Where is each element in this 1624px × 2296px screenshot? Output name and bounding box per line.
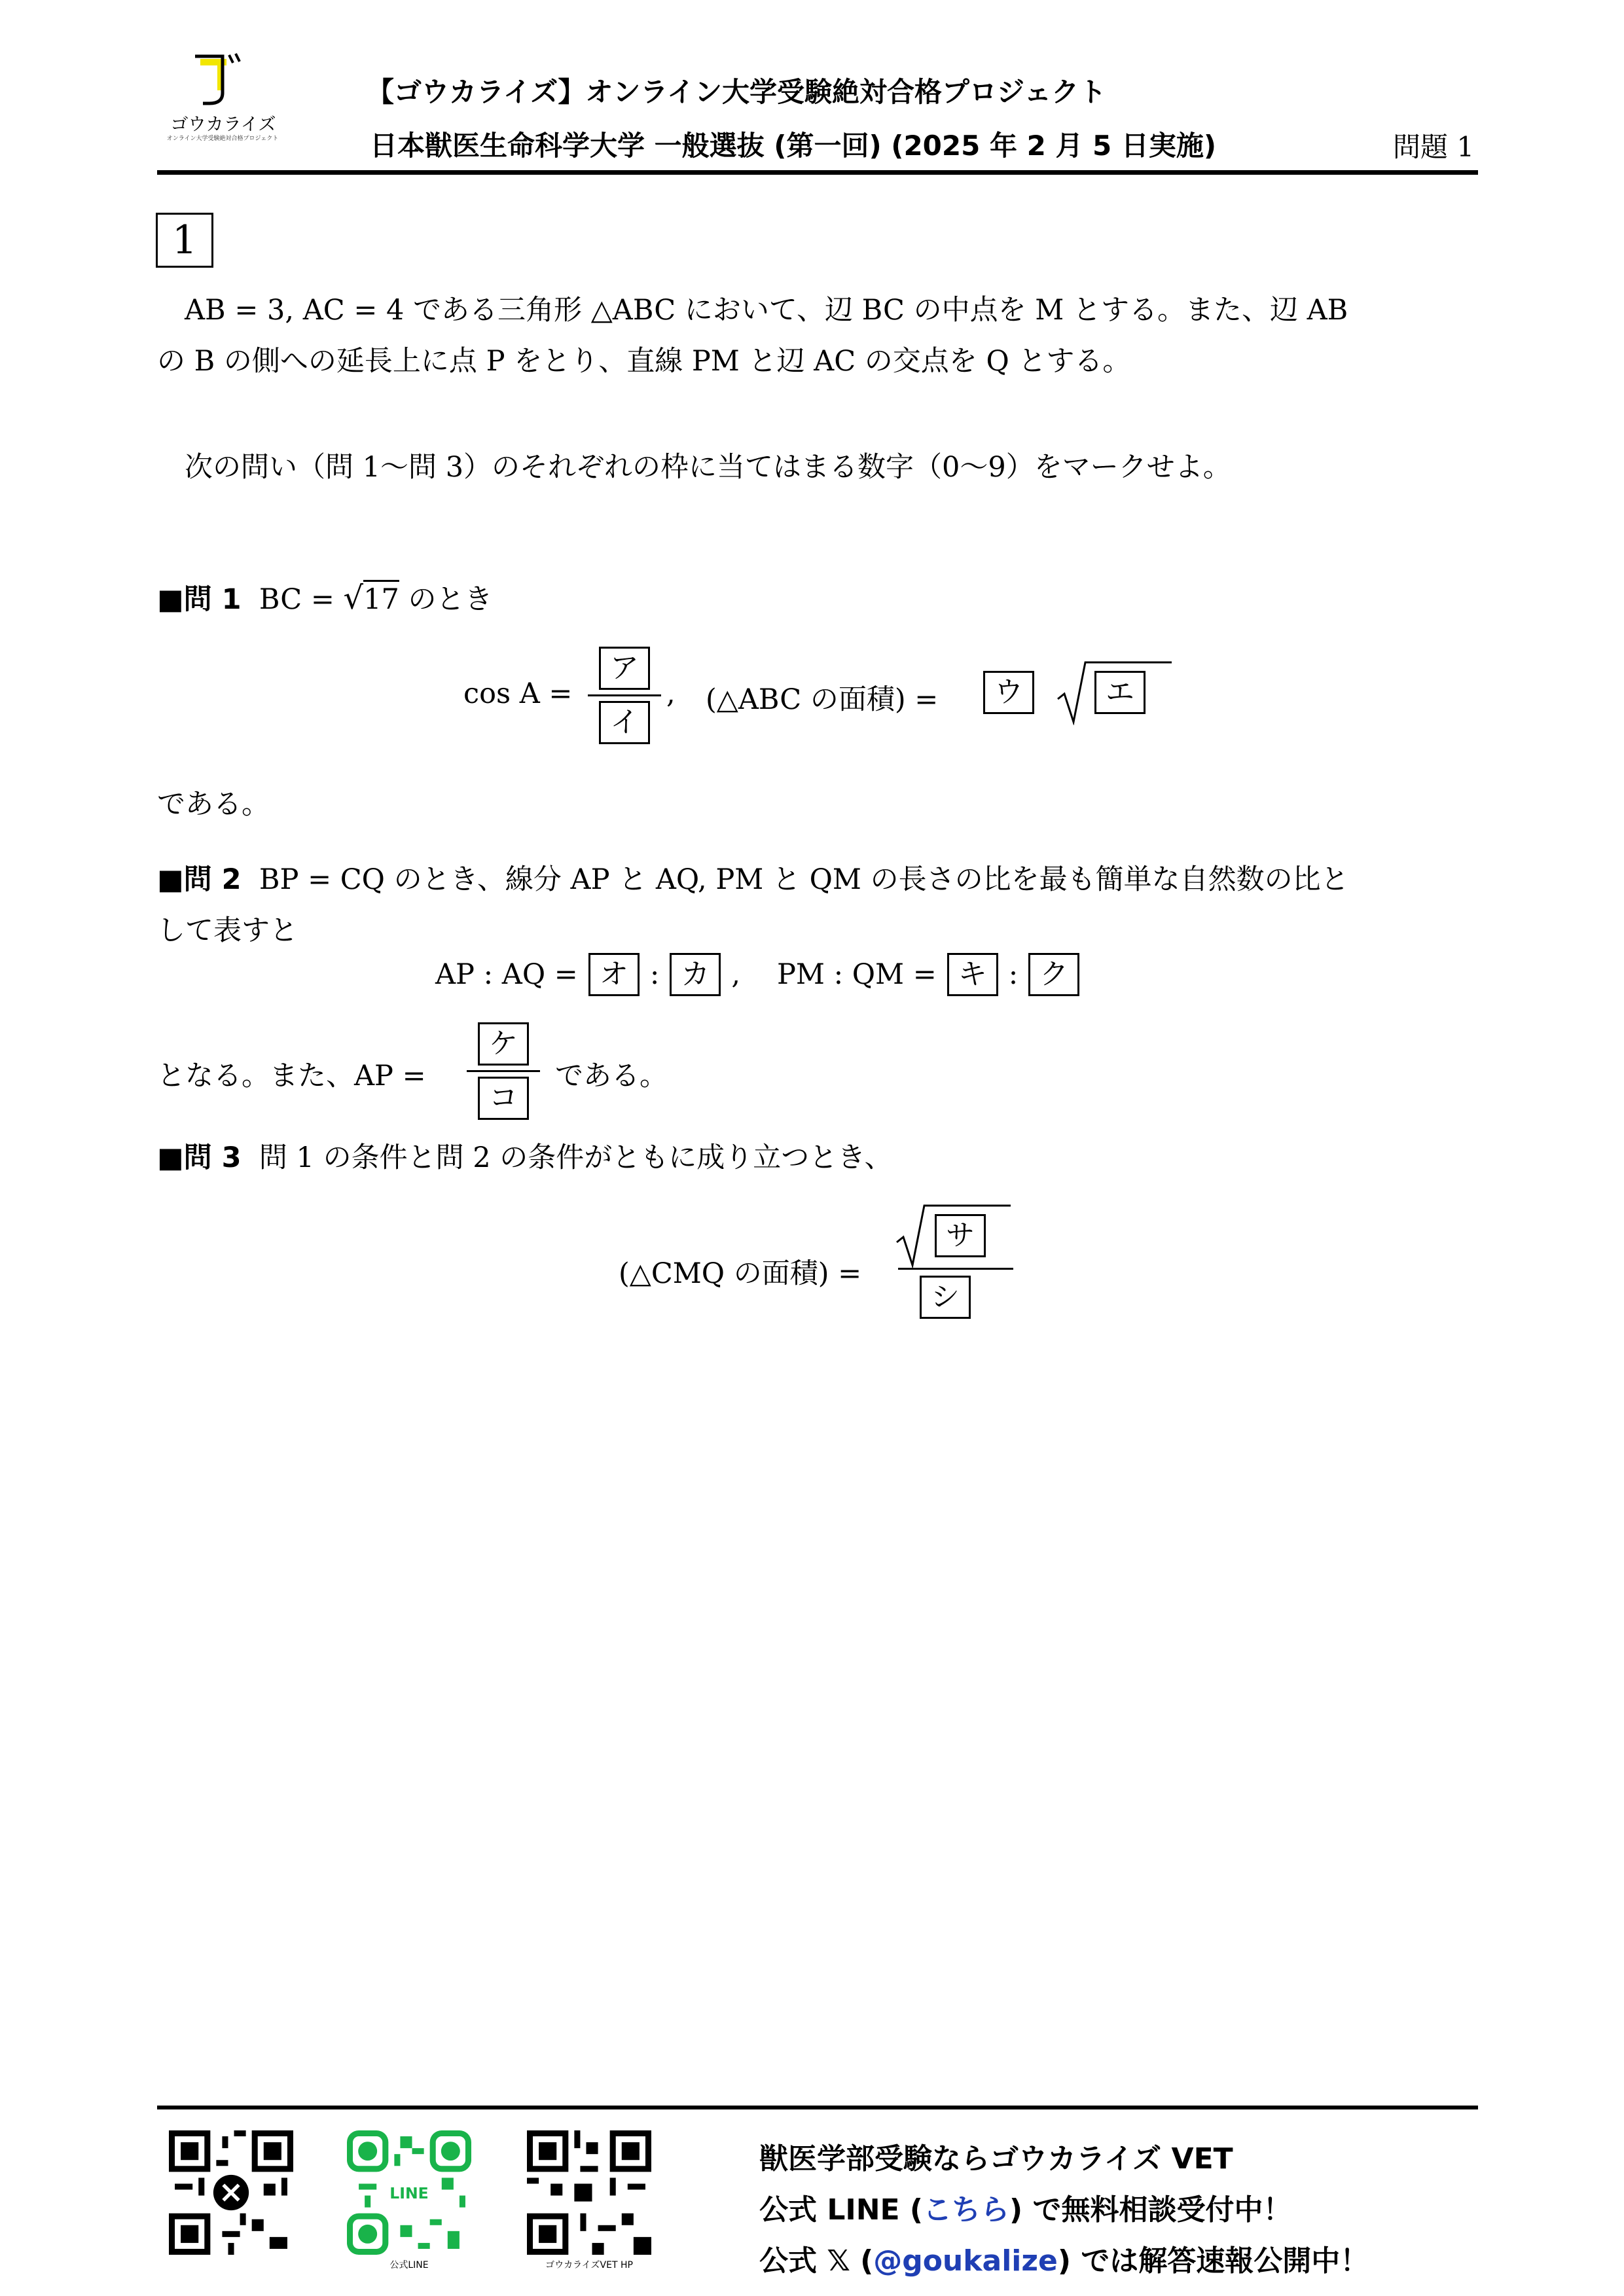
q3-statement bbox=[157, 1136, 893, 1175]
ap-aq-label: AP : AQ = bbox=[435, 958, 578, 991]
ratio-comma: , bbox=[731, 958, 740, 991]
line-link[interactable]: こちら bbox=[923, 2193, 1010, 2227]
answer-box-shi[interactable]: シ bbox=[920, 1276, 971, 1319]
qr2-caption: 公式LINE bbox=[389, 2260, 429, 2270]
x-account-link[interactable]: @goukalize bbox=[873, 2244, 1058, 2278]
q2-text-line1: BP = CQ のとき、線分 AP と AQ, PM と QM の長さの比を最も簡単な自然数の比と bbox=[259, 863, 1349, 896]
footer-line-3 bbox=[759, 2237, 1369, 2279]
logo-mark-icon bbox=[190, 52, 262, 108]
ratio-colon-2: : bbox=[1008, 958, 1019, 991]
brand-logo bbox=[151, 52, 295, 144]
footer-divider bbox=[157, 2106, 1478, 2109]
qr-code-icon bbox=[527, 2130, 651, 2255]
q3-denominator bbox=[920, 1276, 971, 1319]
q2-statement-line1 bbox=[157, 857, 1349, 897]
answer-box-e[interactable]: エ bbox=[1094, 671, 1146, 714]
q1-statement bbox=[157, 577, 493, 617]
q2-text-line2: して表すと bbox=[157, 914, 298, 947]
qr-code-icon bbox=[347, 2130, 471, 2255]
q1-condition-prefix: BC = bbox=[259, 583, 344, 616]
q1-area-expression bbox=[983, 671, 1034, 714]
answer-box-ka[interactable]: カ bbox=[670, 953, 721, 996]
q2-label: ■問 2 bbox=[157, 863, 242, 896]
intro-line-2: の B の側への延長上に点 P をとり、直線 PM と辺 AC の交点を Q とする。 bbox=[157, 345, 1131, 378]
ap-suffix: である。 bbox=[555, 1060, 668, 1092]
footer-line2-prefix: 公式 LINE ( bbox=[759, 2193, 924, 2227]
footer-line3-prefix: 公式 𝕏 ( bbox=[759, 2244, 874, 2278]
footer-line-2 bbox=[759, 2186, 1291, 2228]
ap-prefix: となる。また、AP = bbox=[157, 1060, 426, 1092]
q1-comma: , bbox=[666, 677, 676, 710]
q1-area-label: (△ABC の面積) = bbox=[706, 683, 939, 716]
answer-box-u[interactable]: ウ bbox=[983, 671, 1034, 714]
page-label: 問題 1 bbox=[1393, 131, 1475, 163]
ap-fraction bbox=[467, 1022, 540, 1120]
answer-box-i[interactable]: イ bbox=[599, 701, 650, 744]
q1-radicand bbox=[1094, 671, 1146, 714]
logo-subtext: オンライン大学受験絶対合格プロジェクト bbox=[166, 135, 279, 142]
instruction-text: 次の問い（問 1〜問 3）のそれぞれの枠に当てはまる数字（0〜9）をマークせよ。 bbox=[185, 451, 1231, 484]
answer-box-ki[interactable]: キ bbox=[947, 953, 998, 996]
answer-box-ke[interactable]: ケ bbox=[478, 1022, 529, 1066]
q1-label: ■問 1 bbox=[157, 583, 242, 616]
fraction-bar bbox=[898, 1268, 1013, 1270]
answer-box-a[interactable]: ア bbox=[599, 647, 650, 690]
footer-line3-suffix: ) では解答速報公開中！ bbox=[1057, 2244, 1369, 2278]
svg-text:LINE: LINE bbox=[389, 2184, 429, 2203]
footer-line2-suffix: ) で無料相談受付中！ bbox=[1009, 2193, 1292, 2227]
q1-condition-suffix: のとき bbox=[399, 583, 493, 616]
fraction-bar bbox=[467, 1070, 540, 1072]
qr3-caption: ゴウカライズVET HP bbox=[545, 2260, 633, 2270]
q1-sqrt-value: 17 bbox=[363, 580, 399, 616]
cos-fraction bbox=[588, 647, 661, 744]
q3-text: 問 1 の条件と問 2 の条件がともに成り立つとき、 bbox=[259, 1141, 893, 1174]
x-qr-code[interactable] bbox=[169, 2130, 293, 2255]
header-title-line2: 日本獣医生命科学大学 一般選抜 (第一回) (2025 年 2 月 5 日実施) bbox=[370, 130, 1217, 162]
answer-box-ku[interactable]: ク bbox=[1028, 953, 1079, 996]
header-title-line1: 【ゴウカライズ】オンライン大学受験絶対合格プロジェクト bbox=[367, 76, 1107, 108]
pm-qm-label: PM : QM = bbox=[777, 958, 937, 991]
line-qr-code[interactable] bbox=[347, 2130, 471, 2255]
fraction-bar bbox=[588, 694, 661, 696]
cos-label: cos A = bbox=[463, 677, 573, 710]
sqrt-icon: √ bbox=[343, 580, 364, 617]
problem-number: 1 bbox=[156, 213, 213, 268]
answer-box-o[interactable]: オ bbox=[588, 953, 640, 996]
qr-code-icon bbox=[169, 2130, 293, 2255]
hp-qr-code[interactable] bbox=[527, 2130, 651, 2255]
logo-text: ゴウカライズ bbox=[170, 115, 276, 135]
ratio-row bbox=[435, 953, 1079, 996]
q3-area-label: (△CMQ の面積) = bbox=[619, 1257, 862, 1290]
q3-label: ■問 3 bbox=[157, 1141, 242, 1174]
answer-box-sa[interactable]: サ bbox=[935, 1214, 986, 1257]
header-divider bbox=[157, 170, 1478, 175]
answer-box-ko[interactable]: コ bbox=[478, 1077, 529, 1120]
intro-line-1: AB = 3, AC = 4 である三角形 △ABC において、辺 BC の中点を M とする。また、辺 AB bbox=[185, 294, 1348, 327]
q1-closing: である。 bbox=[157, 788, 270, 821]
footer-line-1: 獣医学部受験ならゴウカライズ VET bbox=[759, 2142, 1233, 2176]
q3-radicand bbox=[935, 1214, 986, 1257]
ratio-colon-1: : bbox=[649, 958, 660, 991]
